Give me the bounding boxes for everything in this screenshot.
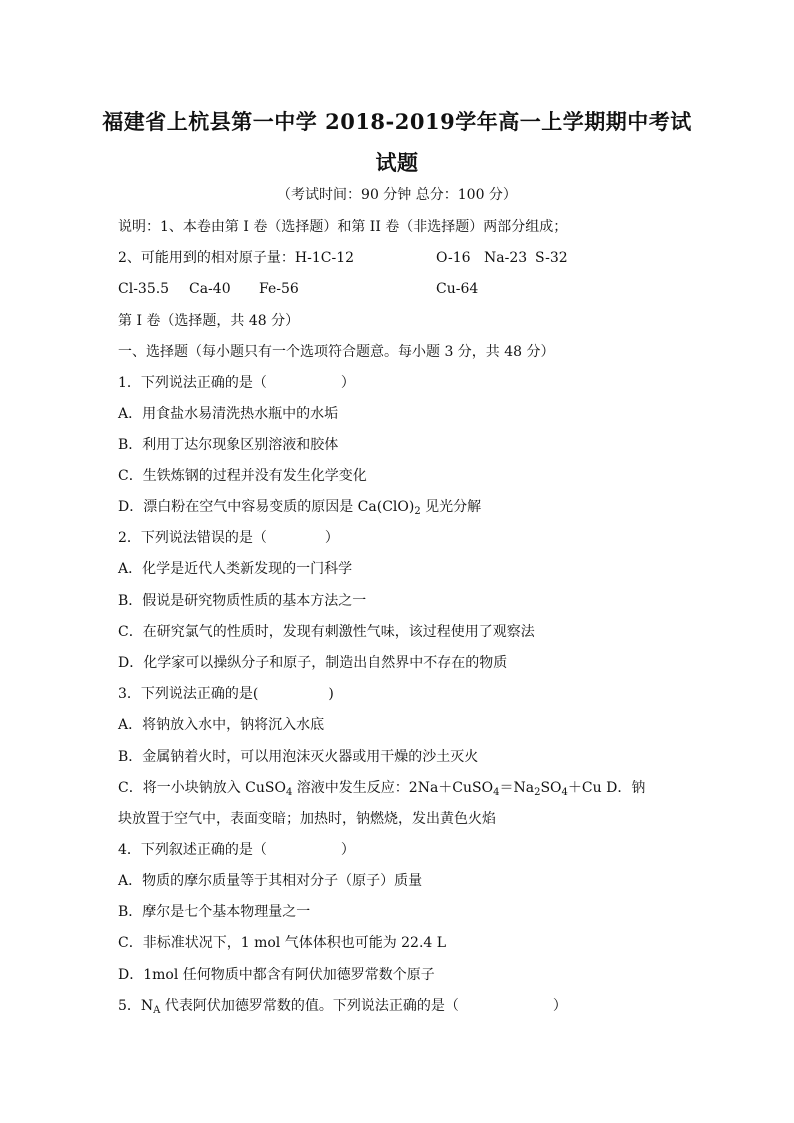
exam-info: （考试时间：90 分钟 总分：100 分） — [277, 187, 517, 203]
question-3-option-b: B．金属钠着火时，可以用泡沫灭火器或用干燥的沙土灭火 — [118, 749, 479, 765]
section-heading: 一、选择题（每小题只有一个选项符合题意。每小题 3 分，共 48 分） — [118, 344, 555, 360]
question-1-stem: 1．下列说法正确的是（ ） — [118, 375, 355, 391]
question-3-option-a: A．将钠放入水中，钠将沉入水底 — [118, 717, 325, 733]
atomic-mass-cu: Cu-64 — [436, 281, 479, 297]
question-2-option-a: A．化学是近代人类新发现的一门科学 — [118, 561, 353, 577]
question-1-option-d: D．漂白粉在空气中容易变质的原因是 $Ca(ClO)_2$ 见光分解 — [118, 499, 482, 517]
atomic-mass-fe: Fe-56 — [259, 281, 299, 297]
question-1-option-a: A．用食盐水易清洗热水瓶中的水垢 — [118, 406, 339, 422]
document-title-line1: 福建省上杭县第一中学 2018-2019学年高一上学期期中考试 — [102, 109, 692, 134]
question-4-option-d: D．1mol 任何物质中都含有阿伏加德罗常数个原子 — [118, 967, 435, 983]
question-1-option-c: C．生铁炼钢的过程并没有发生化学变化 — [118, 468, 367, 484]
atomic-mass-o: O-16 — [436, 250, 471, 266]
atomic-mass-s: S-32 — [535, 250, 568, 266]
question-3-stem: 3．下列说法正确的是( ) — [118, 686, 334, 702]
question-4-option-b: B．摩尔是七个基本物理量之一 — [118, 904, 311, 920]
instruction-note-1: 说明：1、本卷由第 I 卷（选择题）和第 II 卷（非选择题）两部分组成； — [118, 219, 568, 235]
question-4-stem: 4．下列叙述正确的是（ ） — [118, 842, 355, 858]
question-4-option-a: A．物质的摩尔质量等于其相对分子（原子）质量 — [118, 873, 423, 889]
question-2-stem: 2．下列说法错误的是（ ） — [118, 530, 339, 546]
question-5-stem: 5．$N_A$ 代表阿伏加德罗常数的值。下列说法正确的是（ ） — [118, 998, 567, 1016]
atomic-mass-label: 2、可能用到的相对原子量：H-1C-12 — [118, 250, 355, 266]
document-title-line2: 试题 — [375, 150, 419, 175]
atomic-mass-cl: Cl-35.5 — [118, 281, 170, 297]
question-3-option-c: C．将一小块钠放入 CuSO$_4$ 溶液中发生反应：$2Na+CuSO_4=Na_2SO_4+Cu$ D．钠 — [118, 780, 646, 798]
question-2-option-c: C．在研究氯气的性质时，发现有刺激性气味，该过程使用了观察法 — [118, 624, 535, 640]
part1-header: 第 I 卷（选择题，共 48 分） — [118, 313, 300, 329]
question-1-option-b: B．利用丁达尔现象区别溶液和胶体 — [118, 437, 339, 453]
atomic-mass-na: Na-23 — [484, 250, 528, 266]
question-2-option-b: B．假说是研究物质性质的基本方法之一 — [118, 593, 367, 609]
question-3-option-d-continued: 块放置于空气中，表面变暗；加热时，钠燃烧，发出黄色火焰 — [118, 811, 496, 827]
atomic-mass-ca: Ca-40 — [189, 281, 231, 297]
question-4-option-c: C．非标准状况下，1 mol 气体体积也可能为 22.4 L — [118, 935, 447, 951]
question-2-option-d: D．化学家可以操纵分子和原子，制造出自然界中不存在的物质 — [118, 655, 508, 671]
